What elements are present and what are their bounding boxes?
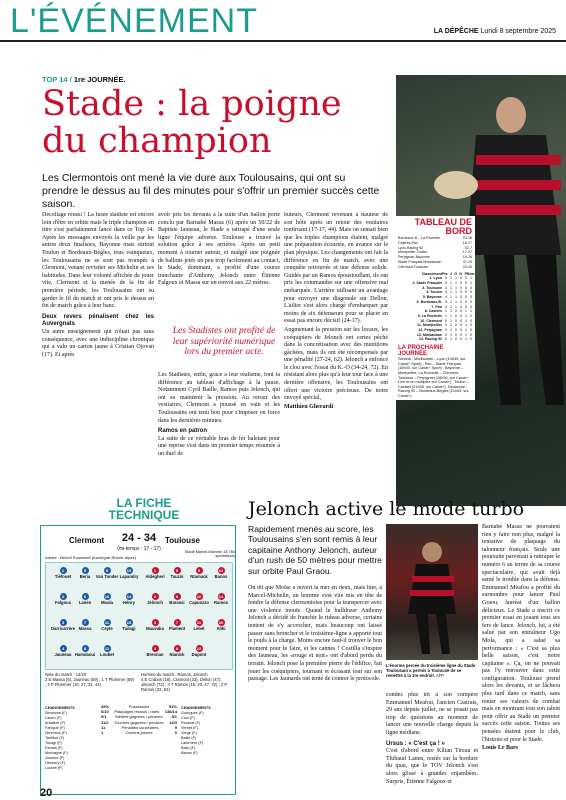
result-match: Castres-Pau: [398, 240, 418, 245]
away-player: [208, 593, 234, 605]
standings-value: 1: [450, 323, 452, 328]
body-text: Les Stadistes, enfin, grâce à leur réalisme, font la différence au tableau d'affichage à la pause. Notamment Cyril Baille, Ramos puis Jelonch, qui ont su maintenir la pression. Au retour des vestiaires, Clermont a poussé en vain et les Toulousains ont tenu bon pour s'imposer en force dans les dernières minutes.: [158, 372, 280, 424]
standings-value: 1: [450, 313, 452, 318]
article-column-1: [42, 212, 154, 492]
result-score: 23-18: [462, 236, 472, 240]
player-name: Beria: [79, 574, 91, 579]
standings-value: 1: [445, 313, 447, 318]
away-changes: [181, 706, 237, 756]
change-item: Hennery (F): [45, 761, 66, 765]
stat-away: 0: [174, 730, 177, 736]
jersey-number: 2: [60, 593, 67, 600]
standings-value: 0: [445, 337, 447, 342]
standings-value: 1: [455, 290, 457, 295]
player-name: Lebel: [193, 626, 205, 631]
standings-value: 1: [445, 309, 447, 314]
standings-team: 7. Pau: [431, 304, 442, 309]
standings-value: 0: [460, 280, 462, 285]
standings-value: J: [450, 271, 452, 276]
standings-team: 8. Castres: [424, 309, 442, 314]
player-name: Ramos: [214, 600, 228, 605]
stat-label: Possession: [128, 704, 150, 709]
standings-value: 1: [470, 313, 472, 318]
jersey-number: 7: [174, 619, 181, 626]
match-sheet: [40, 525, 236, 795]
player-name: Aldegheri: [145, 574, 165, 579]
player-name: Darricarrère: [51, 626, 75, 631]
player-name: Jelonch: [147, 600, 163, 605]
stadium: Stade Marcel-Michelin 18 784 spectateurs: [184, 550, 235, 558]
standings-table: [398, 271, 475, 343]
change-item: Gourgues (F): [181, 711, 204, 715]
body-text: On dit que Moïse a ouvert la mer en deux, mais hier, à Marcel-Michelin, un homme s'est vite mis en tête de fendre la défense clermontoise pour la transpercer avec une violence inouïe. Quand le bulldozer Anthony Jelonch a décidé de franchir le rideau adverse, certains tentent de s'y accrocher, mais beaucoup ont laissé passer sans broncher et le troisième-ligne a apporté tout le poids à la charge. Moins encore faut-il trouver le bon moment pour le faire, et les cannes ! Costilla s'inspire des Jauneau, les «rouge et noir» ont d'abord perdu du terrain. Jelonch pose la première pierre de l'édifice, fait jouer les coéquipiers, tournant et écrasant tout sur son passage. Les Jaunards ont tenté de contrer le protocole.: [248, 585, 382, 683]
player-name: Hamdaoui: [74, 652, 96, 657]
standings-team: 4. Toulon: [426, 290, 442, 295]
home-player: [116, 619, 142, 631]
standings-team: 13. Montauban: [416, 332, 442, 337]
scoreboard-panel: [395, 216, 475, 400]
standings-value: 1: [450, 295, 452, 300]
change-item: Lanen (F): [45, 716, 62, 720]
player-name: Tauzin: [170, 574, 184, 579]
standings-value: 1: [470, 280, 472, 285]
change-item: Arbattoir (F): [45, 721, 66, 725]
page-number: 20: [40, 787, 53, 799]
result-score: 47-24: [462, 259, 472, 264]
change-item: Roumat (F): [181, 721, 201, 725]
player-name: Tuilagi: [122, 626, 136, 631]
jersey-number: 15: [126, 620, 132, 625]
player-name: Hénry: [123, 600, 135, 605]
standings-value: 1: [450, 328, 452, 333]
standings-value: 0: [460, 323, 462, 328]
result-score: 19-26: [462, 255, 472, 260]
player-name: Barassi: [169, 600, 185, 605]
body-text: Décollage réussi ! La fusée stadiste est encore loin d'être en orbite mais le triple champion en titre s'est parfaitement lancé dans ce Top 14. Après les messages envoyés la veille par les autres deux finalistes, Bayonne mais surtout Toulon et Bordeaux-Bègles, tous vainqueurs, les Toulousains ne se sont pas trompés à Clermont, venant revisiter ses Michelin et ses habitudes. Dans leur volonté affichée de jouer vite, Clermont et la menée de la fin de première période, les Toulousains ont su garder le fil du match et ont pris le dessus en fin de match grâce à leur banc.: [42, 212, 154, 310]
referee: Arbitre : Benoît Rousselet (Auvergne-Rhône-Alpes): [45, 555, 136, 560]
stat-away: 136/14: [164, 709, 177, 715]
standings-value: 0: [470, 295, 472, 300]
standings-value: 1: [450, 318, 452, 323]
player-name: Flament: [168, 626, 186, 631]
jersey-number: 3: [60, 619, 67, 626]
standings-value: 4: [445, 295, 447, 300]
lede-2: Rapidement menés au score, les Toulousains s'en sont remis à leur capitaine Anthony Jelonch, auteur d'un rush de 50 mètres pour mettre sur orbite Paul Graou.: [248, 524, 382, 576]
kicker-label: TOP 14 /: [42, 75, 72, 84]
standings-value: 4: [445, 299, 447, 304]
standings-value: 0: [445, 328, 447, 333]
standings-value: 0: [445, 323, 447, 328]
standings-value: 0: [455, 309, 457, 314]
match-stats: [101, 704, 177, 735]
standings-team: 5. Bayonne: [422, 295, 442, 300]
standings-team: 9. La Rochelle: [417, 313, 442, 318]
man-of-match: Homme du match : Ramos, Jelonch: [141, 672, 208, 677]
kicker-round: 1re JOURNÉE.: [73, 75, 126, 84]
jersey-number: 8: [82, 645, 89, 652]
standings-value: 0: [460, 276, 462, 281]
jersey-number: 11: [104, 620, 110, 625]
standings-value: 0: [460, 285, 462, 290]
standings-team: 6. Bordeaux-B.: [416, 299, 442, 304]
standings-value: 0: [465, 299, 467, 304]
standings-value: 0: [455, 318, 457, 323]
stat-label: Plaquages réussis / ratés: [114, 709, 160, 715]
standings-value: 0: [460, 304, 462, 309]
standings-value: 0: [470, 332, 472, 337]
standings-value: 0: [460, 318, 462, 323]
jersey-number: 7: [82, 619, 89, 626]
next-round-title: LA PROCHAINE JOURNÉE: [398, 345, 444, 358]
standings-value: 0: [470, 323, 472, 328]
change-item: Fahigue (F): [45, 726, 65, 730]
change-item: Tuilagi (F): [45, 741, 62, 745]
player-name: Lapandry: [119, 574, 139, 579]
next-round-text: Samedi : Montauban – Lyon (14h30, sur Canal+ Sport) ; Pau – Stade Français (16h30, sur Canal+ Sport) ; Bayonne – Montpellier, La Rochelle – Clermont, Toulouse – Perpignan (16h30, sur Canal+ Live et en multiplex sur Canal+) ; Toulon – Castres (21h05, sur Canal+). Dimanche : Racing 92 – Bordeaux-Bègles (21h05, sur Canal+).: [398, 357, 469, 398]
standings-value: 0: [455, 328, 457, 333]
player-name: Ahki: [216, 626, 226, 631]
away-player: [208, 567, 234, 579]
home-player: [116, 593, 142, 605]
body-text: Un autre enseignement qui n'était pas sans conséquence, avec une indiscipline chronique qui a valu un carton jaune à Cristian Ojovan (17). Et après: [42, 328, 154, 358]
subheading: Deux revers pénalisent chez les Auvergnats: [42, 313, 154, 328]
standings-value: 0: [470, 337, 472, 342]
standings-team: Classement: [421, 271, 442, 276]
jersey-number: 15: [218, 620, 224, 625]
subheading: Ramos en patron: [158, 428, 208, 435]
standings-value: 1: [465, 332, 467, 337]
result-match: Perpignan-Bayonne: [398, 255, 430, 260]
standings-value: 1: [450, 290, 452, 295]
player-name: Capuozzo: [189, 600, 209, 605]
standings-value: 0: [470, 304, 472, 309]
photo-credit: AFP: [435, 673, 444, 679]
jersey-number: 4: [152, 645, 159, 652]
article2-column-1: [248, 585, 382, 790]
pull-quote: Les Stadistes ont profité de leur supériorité numérique lors du premier acte.: [172, 326, 276, 357]
change-item: Latorrière (F): [181, 741, 204, 745]
standings-value: 1: [455, 276, 457, 281]
standings-value: 0: [470, 285, 472, 290]
body-text: buteurs, Clermont revenant à hauteur de son hôte après un retour des vestiaires tonitruant (17-17, 44). Mais on sentait bien que les triples champions étaient, malgré une préparation écourtée, en avance sur le plan physique. Les changements ont fait la différence en fin de match, avec une conquête retrouvée et une défense solide. Guidés par un Ramos époustouflant, ils ont pris les commandes sur une offensive mal embarquée. L'arrière utilisant un avantage pour envoyer une diagonale sur Dellon, L'ailier s'est alors chargé d'embarquer par moins de six défenseurs pour se placer en essai pas encore décisif (24-17).: [284, 212, 388, 325]
away-team: Toulouse: [165, 536, 200, 545]
standings-value: 0: [460, 313, 462, 318]
standings-value: 0: [460, 309, 462, 314]
standings-value: 1: [465, 323, 467, 328]
photo-caption: [386, 663, 478, 679]
jersey-number: 5: [174, 567, 181, 574]
standings-value: 4: [445, 290, 447, 295]
standings-value: 0: [470, 299, 472, 304]
away-points: 4 E Crabos (18), Cramont (23), Dellon (47), Jelonch (72) ; 4 T Ramos (18, 23, 47, 72) ; 2 P Ramos (33, 63): [141, 677, 228, 692]
headline-2: Jelonch active le mode turbo: [248, 498, 525, 520]
standings-value: 1: [465, 328, 467, 333]
jersey-number: 14: [126, 594, 132, 599]
result-score: 17-27: [462, 250, 472, 255]
match-rating: Note du match : 14/20: [45, 672, 87, 677]
fiche-title: LA FICHE TECHNIQUE: [108, 496, 180, 522]
standings-team: 12. Perpignan: [418, 328, 442, 333]
jersey-number: 9: [104, 567, 111, 574]
scoreboard-title: TABLEAU DE BORD: [414, 217, 472, 236]
standings-value: 0: [470, 290, 472, 295]
standings-value: 5: [445, 276, 447, 281]
standings-value: 0: [460, 332, 462, 337]
body-text: condes plus tôt à son compère Emmanuel Meafou, l'ancien Castrais, 29 ans depuis juillet, ne se posait pas trop de questions au moment de lancer une nouvelle charge depuis la ligne médiane.: [386, 692, 478, 736]
change-item: Baille (F): [181, 736, 197, 740]
standings-value: 1: [450, 280, 452, 285]
standings-value: 1: [465, 337, 467, 342]
jersey-number: 10: [196, 594, 202, 599]
standings-value: P: [464, 271, 467, 276]
stat-label: Touches gagnées / perdues: [114, 719, 164, 725]
jersey-number: 13: [218, 568, 224, 573]
standings-team: 14. Racing 92: [419, 337, 442, 342]
standings-value: 0: [460, 337, 462, 342]
change-item: Montagne (F): [45, 751, 68, 755]
player-name: Ntamack: [190, 574, 208, 579]
standings-value: 0: [455, 313, 457, 318]
standings-value: 0: [470, 328, 472, 333]
player-name: Brennan: [146, 652, 164, 657]
jersey-number: 12: [196, 646, 202, 651]
player-name: Van Tonder: [95, 574, 119, 579]
change-item: Taofifua (F): [45, 736, 65, 740]
standings-value: 0: [460, 295, 462, 300]
jersey-number: 10: [104, 594, 110, 599]
home-points: 2 E Massa (6), Jauneau (59) ; 1 T Plummer (59) ; 4 P Plummer (10, 27, 31, 44): [45, 677, 134, 687]
standings-value: 1: [465, 318, 467, 323]
player-name: Ceyte: [101, 626, 113, 631]
results-list: [398, 236, 472, 270]
jersey-number: 1: [60, 567, 67, 574]
change-item: Joueres (F): [45, 756, 65, 760]
standings-value: Pts: [442, 271, 448, 276]
standings-value: 1: [455, 280, 457, 285]
standings-team: 1. Lyon: [429, 276, 442, 281]
action-illustration: [386, 524, 478, 660]
standings-value: 0: [460, 290, 462, 295]
standings-value: 1: [450, 276, 452, 281]
kicker: [42, 75, 126, 84]
standings-value: 4: [445, 285, 447, 290]
jersey-number: 11: [196, 620, 202, 625]
section-title: L'ÉVÉNEMENT: [10, 2, 258, 40]
stat-home: 9/1: [101, 714, 107, 720]
lineup-pitch: [45, 562, 233, 670]
standings-value: G: [454, 271, 457, 276]
standings-team: 2. Stade Français: [412, 280, 442, 285]
jersey-number: 8: [174, 645, 181, 652]
standings-value: 0: [465, 280, 467, 285]
body-text: C'est d'abord entre Kilian Tireau et Thibaud Lanen, restés sur la bordure du quai, que le TOV Jelonch s'est alors glissé à grandes enjambées. Surpris, Étienne Falgoux et: [386, 748, 478, 785]
player-name: Dupont: [191, 652, 207, 657]
home-player: [116, 567, 142, 579]
page-header: [0, 0, 566, 42]
stat-label: Pénalités concédées: [121, 724, 159, 730]
change-item: Ezeala (F): [45, 746, 63, 750]
change-item: Ballo (F): [181, 746, 196, 750]
jersey-number: 2: [152, 593, 159, 600]
player-name: Nianick: [169, 652, 185, 657]
player-name: Falgoux: [54, 600, 72, 605]
stat-home: 49%: [101, 704, 110, 709]
article2-column-2: [386, 692, 478, 790]
issue-date: Lundi 8 septembre 2025: [480, 28, 556, 35]
jersey-number: 6: [82, 593, 89, 600]
masthead-date: [434, 28, 556, 35]
change-item: Verge (F): [181, 731, 197, 735]
change-item: Loubet (F): [45, 766, 63, 770]
jersey-number: 5: [82, 567, 89, 574]
standings-row: [398, 337, 472, 342]
result-match: Clermont-Toulouse: [398, 264, 429, 269]
standings-value: Bon.: [467, 271, 475, 276]
body-text: Augmentant la pression sur les locaux, les coéquipiers de Jelonch ont certes péché dans la concrétisation avec des munitions gâchées, mais ils ont été récompensés par une pénalité (27-24, 62). Jelonch a enfoncé le clou avec l'essai du K.-O (34-24, 72). En résistant alors plus qu'à leur tour face à une dernière offensive, les Toulousains ont offert une victoire précieuse. De notre envoyé spécial,: [284, 326, 388, 402]
standings-value: 0: [455, 332, 457, 337]
away-changes-list: [181, 711, 237, 756]
article-column-2: [158, 212, 280, 322]
stat-label: Mêlées gagnées / perdues: [115, 714, 163, 720]
jersey-number: 6: [174, 593, 181, 600]
result-match: Bordeaux-B. - La Rochelle: [398, 236, 441, 240]
body-text: avoir pris les devants à la suite d'un ballon porté conclu par Barnabé Massa (6) après un 50/22 de Baptiste Jauneau, le Stade a rattrapé d'une seule ligne l'équipe adverse. Toulouse a trouvé la solution grâce à ses arrières. Après un petit moment à tourner autour, et malgré une poignée de ballons jetés un peu trop facilement au contact, le Stade, dominant, a profité d'une course tranchante d'Anthony Jelonch entre Étienne Falgoux et Massa sur un renvoi aux 22 mètres.: [158, 212, 280, 287]
result-match: Lyon-Racing 92: [398, 245, 424, 250]
standings-value: 0: [445, 332, 447, 337]
stat-away: 8/1: [171, 714, 177, 720]
standings-team: 3. Toulouse: [422, 285, 442, 290]
final-score: 24 - 34: [121, 532, 157, 544]
change-item: Simmons (F): [45, 731, 67, 735]
home-team: Clermont: [69, 536, 105, 545]
article-column-3: [284, 212, 388, 492]
standings-team: 11. Montpellier: [417, 323, 442, 328]
change-item: Simmons (F): [45, 711, 67, 715]
body-text: Barnabé Massa ne pouvaient rien y faire non plus, malgré la tentative de plaquage du talonneur français. Seule une poursuite parvenait à rattraper le numéro 6 au terme de sa course spectaculaire, qui avait déjà semé le trouble dans la défense. Emmanuel Meafou a profité du surnombre pour lancer Paul Graou, lauréat d'un ballon délicieux. Le Stade a inscrit ce premier essai en jouant tous ses fers de lance. Jelonch, lui, a été salué par son entraîneur Ugo Mola, qui a salué sa performance : « C'est sa plus belle saison, c'est notre capitaine ». Ça, on ne pouvait pas l'y retrouver dans cette configuration. Toulouse prend alors les devants, et se lâchera plus tard dans ce match, sans renier ses valeurs de combat mais en montrant tout son talent pour offrir au Stade un premier succès cette saison. Toutes ses pensées étaient pour le club, l'histoire et pour le Stade.: [482, 524, 560, 743]
away-notes: [141, 672, 233, 692]
player-name: Massa: [78, 626, 92, 631]
standings-value: 0: [460, 328, 462, 333]
standings-value: 0: [465, 276, 467, 281]
player-name: Loubet: [100, 652, 114, 657]
standings-value: 1: [450, 304, 452, 309]
standings-value: 1: [455, 304, 457, 309]
article-column-2b: [158, 372, 280, 492]
standings-value: 0: [455, 337, 457, 342]
jersey-number: 13: [126, 568, 132, 573]
standings-value: 1: [450, 309, 452, 314]
jersey-number: 4: [60, 645, 67, 652]
standings-value: 1: [455, 299, 457, 304]
standings-value: 1: [470, 309, 472, 314]
standings-value: 0: [460, 299, 462, 304]
jersey-number: 9: [196, 567, 203, 574]
article2-column-3: [482, 524, 560, 790]
standings-value: 1: [450, 299, 452, 304]
home-changes-title: CHANGEMENTS: [45, 706, 75, 710]
home-notes: [45, 672, 135, 687]
result-match: Stade Français-Montauban: [398, 259, 442, 264]
away-player: [208, 619, 234, 631]
change-item: Banos (F): [181, 751, 198, 755]
standings-value: 0: [445, 318, 447, 323]
away-player: [186, 645, 212, 657]
standings-team: 10. Clermont: [420, 318, 442, 323]
photo-jelonch: [386, 524, 478, 660]
standings-value: 1: [470, 276, 472, 281]
standings-value: 1: [450, 285, 452, 290]
standings-value: N: [459, 271, 462, 276]
headline: Stade : la poigne du champion: [42, 84, 342, 161]
home-player: [94, 645, 120, 657]
stat-away: 9: [174, 724, 177, 730]
stat-home: 11/2: [101, 719, 109, 725]
jersey-number: 1: [152, 567, 159, 574]
standings-value: 1: [455, 285, 457, 290]
standings-value: 0: [465, 290, 467, 295]
stat-home: 6/10: [101, 709, 109, 715]
signature: Louis Le Bars: [482, 745, 519, 752]
signature: Matthieu Gherardi: [284, 403, 334, 410]
result-score: 32-7: [464, 245, 472, 250]
stat-row: [101, 730, 177, 735]
standings-value: 0: [470, 318, 472, 323]
subheading: Ursus : « C'est ça ! »: [386, 740, 445, 747]
jersey-number: 12: [104, 646, 110, 651]
standings-value: 0: [465, 304, 467, 309]
lede: Les Clermontois ont mené la vie dure aux Toulousains, qui ont su prendre le dessus au fil des minutes pour s'offrir un premier succès cette saison.: [42, 172, 380, 210]
standings-value: 1: [465, 313, 467, 318]
standings-value: 1: [450, 332, 452, 337]
player-name: Moala: [101, 600, 113, 605]
player-name: Banos: [214, 574, 228, 579]
change-item: Cros (F): [181, 716, 195, 720]
player-name: Lanen: [78, 600, 92, 605]
standings-value: 1: [455, 295, 457, 300]
stat-home: 11: [101, 724, 106, 730]
standings-value: 5: [445, 280, 447, 285]
stat-home: 1: [101, 730, 104, 736]
player-name: Tiéfouet: [54, 574, 72, 579]
player-name: Jauneau: [54, 652, 72, 657]
result-score: 15-17: [462, 240, 472, 245]
change-item: Vernet (F): [181, 726, 198, 730]
standings-value: 0: [455, 323, 457, 328]
jersey-number: 3: [152, 619, 159, 626]
result-match: Montpellier-Toulon: [398, 250, 428, 255]
player-name: Mauvaka: [146, 626, 164, 631]
stat-label: Cartons jaunes: [125, 730, 153, 736]
standings-value: 0: [465, 285, 467, 290]
standings-value: 4: [445, 304, 447, 309]
stat-away: 14/3: [169, 719, 177, 725]
standings-value: 1: [465, 309, 467, 314]
standings-value: 1: [450, 337, 452, 342]
standings-value: 0: [465, 295, 467, 300]
body-text: La suite de ce véritable bras de fer haletant pour une reprise s'est dans un premier temps résumée à un duel de: [158, 435, 280, 457]
away-changes-title: CHANGEMENTS: [181, 706, 211, 710]
caption-bold: L'énorme percée du troisième ligne du Stade Toulousain a permis à Toulouse de se remettre à la 1re endroit.: [386, 663, 476, 679]
halftime-score: (mi-temps : 17 - 17): [117, 546, 161, 552]
result-row: [398, 265, 472, 270]
jersey-number: 14: [218, 594, 224, 599]
stat-away: 51%: [168, 704, 177, 709]
result-score: 24-34: [462, 264, 472, 269]
paper-name: LA DÉPÊCHE: [433, 28, 479, 35]
